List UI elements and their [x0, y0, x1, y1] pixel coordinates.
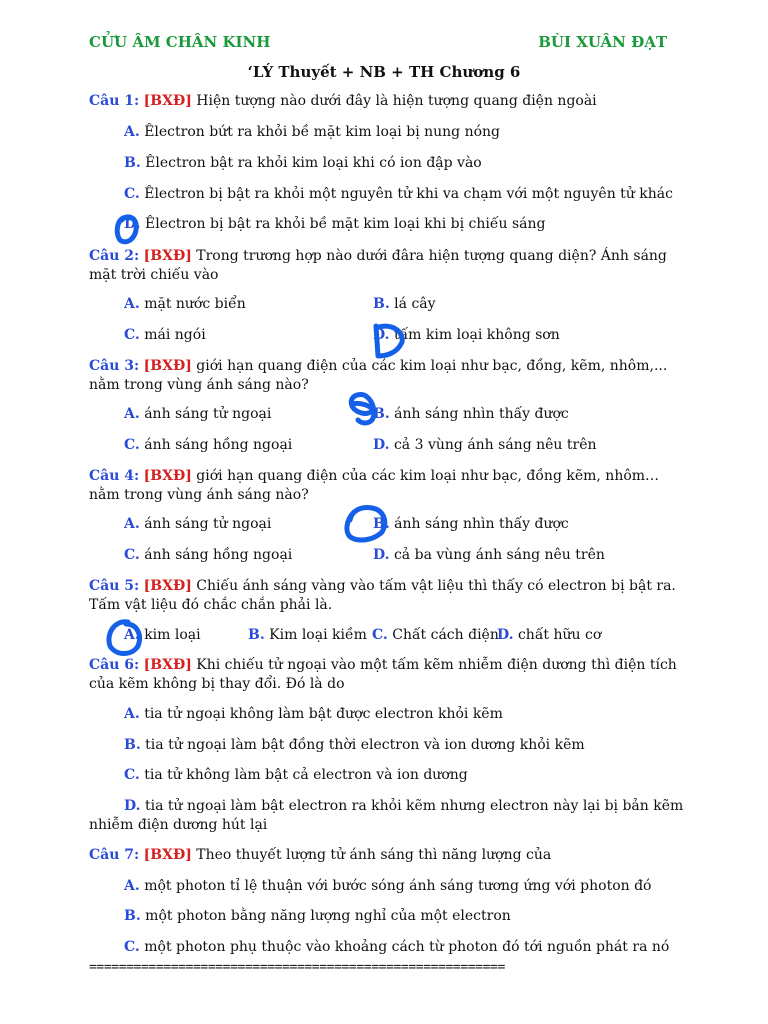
question-4-option-a [124, 515, 271, 534]
option-letter: A. [124, 878, 140, 894]
option-text: Kim loại kiềm [269, 627, 367, 643]
question-4 [89, 467, 689, 505]
option-text: Êlectron bứt ra khỏi bề mặt kim loại bị nung nóng [144, 124, 501, 140]
question-4-option-c [124, 546, 292, 565]
option-letter: A. [124, 516, 140, 532]
option-text: ánh sáng nhìn thấy được [394, 406, 569, 422]
option-letter: B. [373, 406, 390, 422]
question-7-option-b [124, 907, 511, 926]
question-1-option-b [124, 154, 482, 173]
option-letter: C. [124, 437, 140, 453]
option-text: Êlectron bị bật ra khỏi một nguyên tử khi va chạm với một nguyên tử khác [144, 186, 673, 202]
question-4-option-d [373, 546, 605, 565]
question-2-option-b [373, 295, 436, 314]
option-letter: D. [124, 216, 141, 232]
question-tag: [BXĐ] [143, 657, 192, 673]
option-letter: A. [124, 406, 140, 422]
header-left: CỬU ÂM CHÂN KINH [89, 33, 271, 51]
question-label: Câu 3: [89, 358, 140, 374]
question-tag: [BXĐ] [143, 578, 192, 594]
question-label: Câu 4: [89, 468, 140, 484]
question-7-option-c [124, 938, 669, 957]
option-letter: D. [373, 437, 390, 453]
separator-line: ======================================================== [89, 960, 505, 975]
option-text: tia tử ngoại làm bật đồng thời electron và ion dương khỏi kẽm [145, 737, 585, 753]
option-text: Êlectron bật ra khỏi kim loại khi có ion đập vào [145, 155, 482, 171]
question-3 [89, 357, 689, 395]
option-letter: C. [124, 327, 140, 343]
question-label: Câu 7: [89, 847, 140, 863]
option-letter: B. [124, 737, 141, 753]
option-letter: D. [373, 547, 390, 563]
question-5 [89, 577, 689, 615]
question-text: Trong trương hợp nào dưới đâra hiện tượng quang diện? Ánh sáng mặt trời chiếu vào [89, 248, 667, 283]
question-5-option-c [372, 626, 499, 645]
option-text: tia tử ngoại không làm bật được electron khỏi kẽm [144, 706, 503, 722]
option-text: cả 3 vùng ánh sáng nêu trên [393, 437, 597, 453]
question-6-option-d [89, 797, 699, 835]
header-right: BÙI XUÂN ĐẠT [538, 33, 667, 51]
question-1 [89, 92, 689, 111]
option-letter: C. [124, 186, 140, 202]
question-6-option-a [124, 705, 503, 724]
option-letter: B. [248, 627, 265, 643]
option-letter: C. [124, 767, 140, 783]
option-text: mái ngói [144, 327, 206, 343]
option-letter: A. [124, 627, 140, 643]
question-5-option-b [248, 626, 367, 645]
question-2 [89, 247, 689, 285]
page-title: ‘LÝ Thuyết + NB + TH Chương 6 [247, 63, 521, 81]
question-1-option-d [124, 215, 545, 234]
option-text: tia tử không làm bật cả electron và ion dương [144, 767, 468, 783]
option-letter: D. [497, 627, 514, 643]
option-letter: A. [124, 296, 140, 312]
question-text: giới hạn quang điện của các kim loại như bạc, đồng kẽm, nhôm… nằm trong vùng ánh sáng nào? [89, 468, 660, 503]
question-1-option-c [124, 185, 673, 204]
question-3-option-a [124, 405, 271, 424]
question-7 [89, 846, 689, 865]
option-letter: B. [373, 296, 390, 312]
option-letter: B. [124, 908, 141, 924]
question-3-option-c [124, 436, 292, 455]
question-5-option-d [497, 626, 601, 645]
option-letter: C. [124, 939, 140, 955]
question-2-option-c [124, 326, 206, 345]
question-3-option-b [373, 405, 569, 424]
question-7-option-a [124, 877, 651, 896]
option-letter: A. [124, 124, 140, 140]
question-label: Câu 1: [89, 93, 140, 109]
question-text: Khi chiếu tử ngoại vào một tấm kẽm nhiễm điện dương thì điện tích của kẽm không bị thay đổi. Đó là do [89, 657, 677, 692]
option-text: chất hữu cơ [517, 627, 602, 643]
option-text: một photon phụ thuộc vào khoảng cách từ photon đó tới nguồn phát ra nó [144, 939, 670, 955]
option-text: Chất cách điện [392, 627, 499, 643]
question-3-option-d [373, 436, 597, 455]
option-text: một photon bằng năng lượng nghỉ của một electron [145, 908, 511, 924]
option-text: tia tử ngoại làm bật electron ra khỏi kẽm nhưng electron này lại bị bản kẽm nhiễm điện dương hút lại [89, 798, 684, 833]
question-label: Câu 5: [89, 578, 140, 594]
question-tag: [BXĐ] [143, 468, 192, 484]
option-letter: D. [124, 798, 141, 814]
option-text: mặt nước biển [144, 296, 246, 312]
question-5-option-a [124, 626, 201, 645]
option-letter: B. [373, 516, 390, 532]
option-text: ánh sáng nhìn thấy được [394, 516, 569, 532]
option-text: ánh sáng hồng ngoại [144, 437, 293, 453]
question-tag: [BXĐ] [143, 847, 192, 863]
question-6-option-b [124, 736, 585, 755]
option-text: kim loại [144, 627, 201, 643]
option-text: ánh sáng tử ngoại [144, 516, 272, 532]
question-6 [89, 656, 689, 694]
question-text: Chiếu ánh sáng vàng vào tấm vật liệu thì thấy có electron bị bật ra. Tấm vật liệu đó chắc chắn phải là. [89, 578, 676, 613]
question-tag: [BXĐ] [143, 248, 192, 264]
option-text: một photon tỉ lệ thuận với bước sóng ánh sáng tương ứng với photon đó [144, 878, 652, 894]
option-text: ánh sáng tử ngoại [144, 406, 272, 422]
option-letter: B. [124, 155, 141, 171]
question-6-option-c [124, 766, 468, 785]
question-text: giới hạn quang điện của các kim loại như bạc, đồng, kẽm, nhôm,... nằm trong vùng ánh sáng nào? [89, 358, 668, 393]
question-text: Hiện tượng nào dưới đây là hiện tượng quang điện ngoài [196, 93, 597, 109]
option-text: lá cây [394, 296, 436, 312]
question-4-option-b [373, 515, 569, 534]
question-label: Câu 6: [89, 657, 140, 673]
option-letter: D. [373, 327, 390, 343]
question-text: Theo thuyết lượng tử ánh sáng thì năng lượng của [196, 847, 552, 863]
question-1-option-a [124, 123, 500, 142]
option-text: tấm kim loại không sơn [393, 327, 560, 343]
option-letter: A. [124, 706, 140, 722]
question-label: Câu 2: [89, 248, 140, 264]
option-text: ánh sáng hồng ngoại [144, 547, 293, 563]
question-2-option-a [124, 295, 246, 314]
option-text: Êlectron bị bật ra khỏi bề mặt kim loại khi bị chiếu sáng [144, 216, 546, 232]
option-letter: C. [124, 547, 140, 563]
question-tag: [BXĐ] [143, 358, 192, 374]
answer-mark-q3 [351, 394, 374, 423]
option-letter: C. [372, 627, 388, 643]
option-text: cả ba vùng ánh sáng nêu trên [393, 547, 605, 563]
question-tag: [BXĐ] [143, 93, 192, 109]
question-2-option-d [373, 326, 560, 345]
